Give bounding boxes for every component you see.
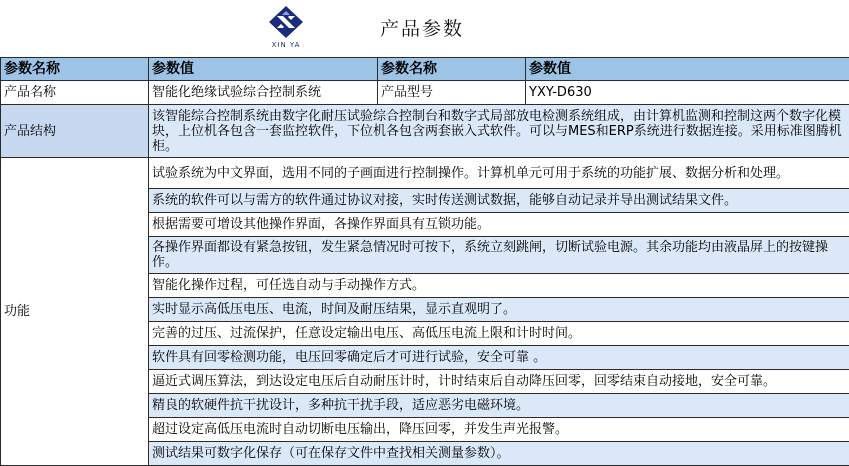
function-item: 智能化操作过程，可任选自动与手动操作方式。 bbox=[149, 274, 849, 298]
product-model-value: YXY-D630 bbox=[526, 81, 849, 105]
page-title: 产品参数 bbox=[380, 14, 464, 41]
product-name-value: 智能化绝缘试验综合控制系统 bbox=[149, 81, 378, 105]
function-item: 系统的软件可以与需方的软件通过协议对接，实时传送测试数据，能够自动记录并导出测试结果文件。 bbox=[149, 189, 849, 213]
parameter-table bbox=[0, 57, 849, 466]
header-param-value-2: 参数值 bbox=[526, 58, 849, 81]
function-item: 试验系统为中文界面，选用不同的子画面进行控制操作。计算机单元可用于系统的功能扩展、数据分析和处理。 bbox=[149, 158, 849, 189]
header-param-value-1: 参数值 bbox=[149, 58, 378, 81]
function-item: 逼近式调压算法，到达设定电压后自动耐压计时，计时结束后自动降压回零，回零结束自动接地，安全可靠。 bbox=[149, 370, 849, 394]
function-item: 超过设定高低压电流时自动切断电压输出，降压回零，并发生声光报警。 bbox=[149, 418, 849, 442]
table-row bbox=[1, 105, 849, 158]
logo-text: XIN YA bbox=[268, 41, 304, 49]
function-item: 精良的软硬件抗干扰设计，多种抗干扰手段，适应恶劣电磁环境。 bbox=[149, 394, 849, 418]
function-item: 根据需要可增设其他操作界面，各操作界面具有互锁功能。 bbox=[149, 213, 849, 237]
product-name-label: 产品名称 bbox=[1, 81, 149, 105]
product-structure-label: 产品结构 bbox=[1, 105, 149, 158]
product-model-label: 产品型号 bbox=[378, 81, 526, 105]
function-item: 软件具有回零检测功能，电压回零确定后才可进行试验，安全可靠 。 bbox=[149, 346, 849, 370]
page-header bbox=[0, 0, 849, 58]
table-row bbox=[1, 81, 849, 105]
header-param-name-2: 参数名称 bbox=[378, 58, 526, 81]
product-structure-value: 该智能综合控制系统由数字化耐压试验综合控制台和数字式局部放电检测系统组成，由计算机监测和控制这两个数字化模块，上位机各包含一套监控软件，下位机各包含两套嵌入式软件。可以与MES和ERP系统进行数据连接。采用标准图腾机柜。 bbox=[149, 105, 849, 158]
table-header-row bbox=[1, 58, 849, 81]
function-item: 实时显示高低压电压、电流，时间及耐压结果，显示直观明了。 bbox=[149, 298, 849, 322]
header-param-name-1: 参数名称 bbox=[1, 58, 149, 81]
function-item: 各操作界面都设有紧急按钮，发生紧急情况时可按下，系统立刻跳闸，切断试验电源。其余功能均由液晶屏上的按键操作。 bbox=[149, 237, 849, 274]
xinya-logo bbox=[268, 5, 304, 53]
function-item: 完善的过压、过流保护，任意设定输出电压、高低压电流上限和计时时间。 bbox=[149, 322, 849, 346]
function-item: 测试结果可数字化保存（可在保存文件中查找相关测量参数）。 bbox=[149, 442, 849, 466]
table-row bbox=[1, 158, 849, 189]
function-label: 功能 bbox=[1, 158, 149, 466]
